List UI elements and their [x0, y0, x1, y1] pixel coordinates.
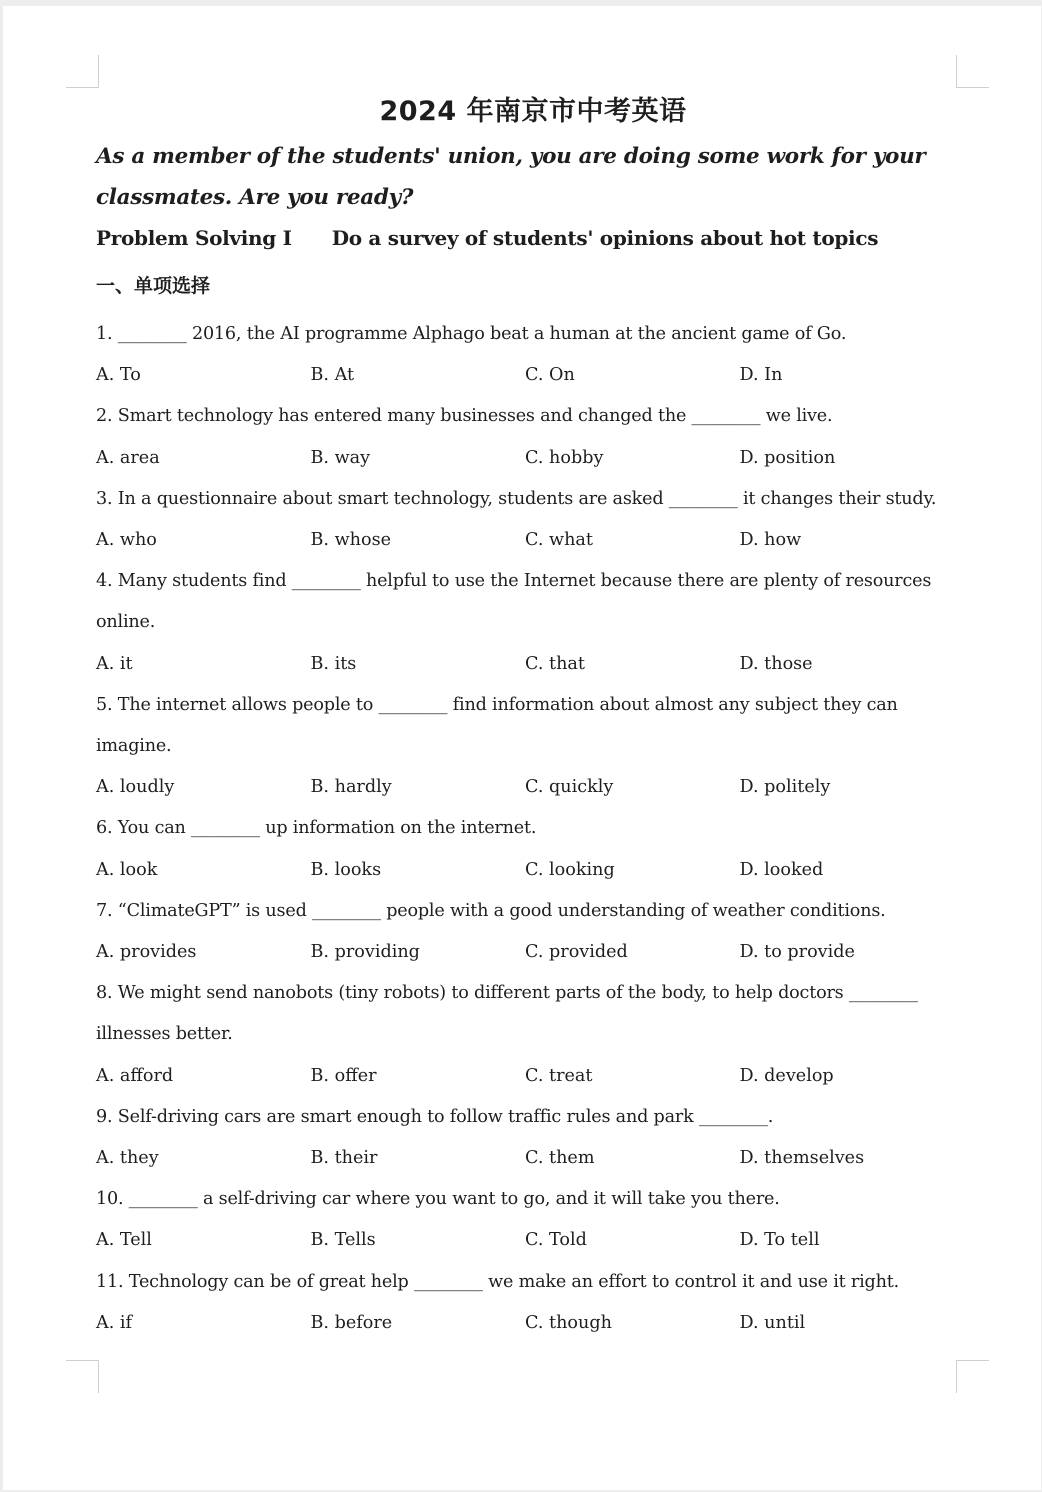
problem-text: Do a survey of students' opinions about hot topics: [331, 226, 879, 250]
option-row: [96, 520, 956, 561]
option-a: A. area: [96, 447, 160, 468]
option-a: A. if: [96, 1312, 133, 1333]
option-a: A. provides: [96, 941, 197, 962]
question-item: [96, 1179, 956, 1261]
option-row: [96, 1220, 956, 1261]
question-text: 8. We might send nanobots (tiny robots) to different parts of the body, to help doctors ________ illnesses better.: [96, 983, 918, 1045]
question-text: 11. Technology can be of great help ________ we make an effort to control it and use it right.: [96, 1271, 899, 1292]
document-content: [96, 88, 956, 1344]
option-c: C. that: [525, 653, 585, 674]
option-b: B. their: [310, 1147, 378, 1168]
question-text: 10. ________ a self-driving car where you want to go, and it will take you there.: [96, 1189, 780, 1210]
problem-heading: [96, 218, 956, 259]
option-a: A. Tell: [96, 1230, 152, 1251]
question-item: [96, 479, 956, 561]
page-title: 2024 年南京市中考英语: [379, 96, 687, 127]
option-row: [96, 644, 956, 685]
question-item: [96, 808, 956, 890]
option-a: A. look: [96, 859, 158, 880]
option-row: [96, 355, 956, 396]
option-d: D. how: [739, 529, 802, 550]
option-b: B. offer: [310, 1065, 377, 1086]
option-d: D. politely: [739, 777, 831, 798]
option-b: B. its: [310, 653, 357, 674]
question-item: [96, 973, 956, 1097]
option-b: B. At: [310, 365, 355, 386]
crop-mark-bottom-right: [956, 1360, 989, 1393]
option-b: B. looks: [310, 859, 382, 880]
option-b: B. hardly: [310, 777, 392, 798]
option-d: D. To tell: [739, 1230, 820, 1251]
option-a: A. they: [96, 1147, 159, 1168]
question-item: [96, 314, 956, 396]
option-d: D. position: [739, 447, 836, 468]
crop-mark-top-right: [956, 55, 989, 88]
option-row: [96, 438, 956, 479]
option-c: C. Told: [525, 1230, 587, 1251]
option-b: B. before: [310, 1312, 393, 1333]
question-text: 2. Smart technology has entered many businesses and changed the ________ we live.: [96, 406, 833, 427]
option-b: B. providing: [310, 941, 420, 962]
option-c: C. though: [525, 1312, 612, 1333]
option-a: A. loudly: [96, 777, 175, 798]
option-c: C. what: [525, 529, 593, 550]
problem-label: Problem Solving I: [96, 226, 292, 250]
question-text: 6. You can ________ up information on the internet.: [96, 818, 537, 839]
option-row: [96, 1056, 956, 1097]
option-row: [96, 1303, 956, 1344]
option-c: C. looking: [525, 859, 615, 880]
option-c: C. them: [525, 1147, 595, 1168]
option-c: C. provided: [525, 941, 628, 962]
question-text: 1. ________ 2016, the AI programme Alphago beat a human at the ancient game of Go.: [96, 324, 847, 344]
intro-text: As a member of the students' union, you are doing some work for your classmates. Are you ready?: [96, 144, 926, 210]
option-d: D. looked: [739, 859, 824, 880]
option-d: D. In: [739, 365, 783, 386]
option-a: A. afford: [96, 1065, 174, 1086]
option-d: D. those: [739, 653, 813, 674]
option-row: [96, 850, 956, 891]
option-a: A. To: [96, 365, 141, 386]
question-text: 3. In a questionnaire about smart technology, students are asked ________ it changes their study.: [96, 488, 937, 509]
question-item: [96, 1262, 956, 1344]
question-text: 9. Self-driving cars are smart enough to follow traffic rules and park ________.: [96, 1106, 774, 1127]
question-item: [96, 1097, 956, 1179]
option-c: C. On: [525, 365, 575, 386]
section-heading: 一、单项选择: [96, 275, 211, 297]
option-c: C. hobby: [525, 447, 604, 468]
option-row: [96, 1138, 956, 1179]
option-c: C. quickly: [525, 777, 614, 798]
option-row: [96, 767, 956, 808]
question-list: [96, 314, 956, 1344]
question-text: 4. Many students find ________ helpful to use the Internet because there are plenty of resources online.: [96, 571, 932, 633]
option-b: B. way: [310, 447, 371, 468]
option-d: D. to provide: [739, 941, 855, 962]
option-d: D. themselves: [739, 1147, 865, 1168]
crop-mark-bottom-left: [66, 1360, 99, 1393]
option-d: D. develop: [739, 1065, 834, 1086]
crop-mark-top-left: [66, 55, 99, 88]
question-text: 5. The internet allows people to ________ find information about almost any subject they can imagine.: [96, 694, 898, 756]
option-b: B. Tells: [310, 1230, 376, 1251]
option-a: A. who: [96, 529, 157, 550]
question-item: [96, 685, 956, 809]
option-row: [96, 932, 956, 973]
option-a: A. it: [96, 653, 133, 674]
question-text: 7. “ClimateGPT” is used ________ people with a good understanding of weather conditions.: [96, 900, 886, 921]
option-c: C. treat: [525, 1065, 593, 1086]
option-b: B. whose: [310, 529, 392, 550]
question-item: [96, 396, 956, 478]
question-item: [96, 891, 956, 973]
question-item: [96, 561, 956, 685]
option-d: D. until: [739, 1312, 806, 1333]
